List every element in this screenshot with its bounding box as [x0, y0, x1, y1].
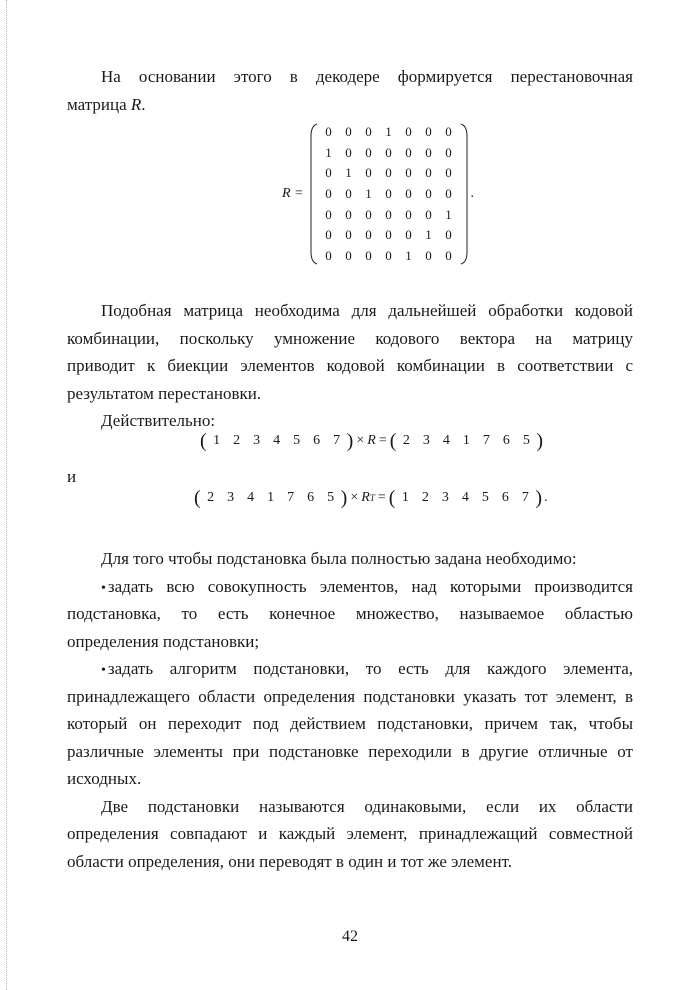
matrix-cell: 0 — [405, 165, 412, 181]
matrix-cell: 0 — [425, 144, 432, 160]
eq2-left-element: 7 — [287, 490, 295, 505]
bullet-2-line-1 — [67, 655, 633, 685]
matrix-cell: 1 — [365, 186, 372, 201]
equation-1-right-vector — [390, 431, 543, 451]
matrix-cell: 0 — [405, 206, 412, 222]
matrix-cell: 0 — [445, 165, 452, 181]
conditions-intro: Для того чтобы подстановка была полностью задана необходимо: — [101, 549, 577, 568]
matrix-cell: 0 — [425, 247, 432, 263]
bullet-2-line-2: принадлежащего области определения подстановки указать тот элемент, в — [67, 686, 633, 706]
page-edge-border — [6, 0, 7, 990]
bullet-2-line-4: различные элементы при подстановке переходили в другие отличные от — [67, 741, 633, 761]
eq2-right-element: 1 — [401, 490, 409, 505]
intro-line-2 — [67, 91, 633, 119]
equation-1 — [200, 431, 543, 451]
matrix-cell: 0 — [365, 206, 372, 222]
eq1-left-element: 2 — [233, 433, 241, 448]
matrix-cell: 1 — [445, 206, 452, 222]
matrix-cell: 0 — [385, 227, 392, 243]
matrix-cell: 0 — [365, 124, 372, 140]
matrix-cell: 0 — [385, 144, 392, 160]
eq1-left-open-paren: ( — [200, 430, 207, 452]
matrix-cell: 0 — [445, 186, 452, 201]
equation-2-right-vector — [389, 488, 542, 508]
matrix-cell: 0 — [405, 186, 412, 201]
matrix-lhs: R = — [282, 186, 304, 201]
matrix-cell: 0 — [345, 206, 352, 222]
eq2-left-element: 1 — [267, 490, 275, 505]
bullet-2-line-5: исходных. — [67, 769, 142, 788]
intro-matrix-symbol: R — [130, 94, 142, 114]
matrix-cell: 0 — [425, 206, 432, 222]
matrix-cell: 1 — [345, 165, 352, 181]
eq1-left-element: 5 — [293, 433, 301, 448]
matrix-cell: 0 — [385, 206, 392, 222]
matrix-trailing-dot: . — [470, 186, 474, 201]
matrix-cell: 0 — [345, 124, 352, 140]
matrix-cell: 0 — [425, 165, 432, 181]
eq2-left-element: 3 — [227, 490, 235, 505]
final-paragraph-line-1: Две подстановки называются одинаковыми, если их области — [101, 796, 633, 816]
equation-1-equals: = — [378, 433, 387, 448]
matrix-cell: 0 — [365, 247, 372, 263]
equation-2 — [194, 488, 548, 508]
eq2-right-close-paren: ) — [535, 487, 543, 509]
matrix-cell: 0 — [365, 165, 372, 181]
eq2-left-element: 4 — [247, 490, 255, 505]
paragraph2-line-4: результатом перестановки. — [67, 383, 262, 403]
eq1-right-element: 1 — [462, 433, 470, 448]
eq2-right-element: 5 — [481, 490, 489, 505]
intro-text: На основании этого в декодере формируется перестановочная — [101, 67, 633, 86]
eq1-left-element: 7 — [333, 433, 341, 448]
eq1-right-element: 5 — [522, 433, 530, 448]
equation-2-operator: × — [350, 490, 359, 505]
bullet-2-text-1: задать алгоритм подстановки, то есть для каждого элемента, — [107, 659, 633, 678]
permutation-matrix — [282, 122, 474, 266]
matrix-cell: 0 — [325, 124, 332, 140]
matrix-cell: 0 — [345, 186, 352, 201]
equation-2-matrix-symbol: R — [361, 490, 370, 505]
indeed-line: Действительно: — [101, 411, 216, 430]
equation-1-left-vector — [200, 431, 353, 451]
intro-line-1 — [67, 63, 633, 91]
final-paragraph-line-3: области определения, они переводят в один и тот же элемент. — [67, 851, 512, 871]
matrix-cell: 0 — [345, 144, 352, 160]
matrix-cell: 1 — [385, 124, 392, 140]
eq2-right-element: 4 — [461, 490, 469, 505]
matrix-cell: 1 — [425, 227, 432, 243]
matrix-cell: 0 — [405, 227, 412, 243]
right-paren-icon — [460, 122, 468, 266]
matrix-cell: 0 — [325, 186, 332, 201]
eq2-left-element: 5 — [327, 490, 335, 505]
bullet-2-line-3: который он переходит под действием подстановки, причем так, чтобы — [67, 714, 633, 733]
matrix-cell: 0 — [385, 165, 392, 181]
eq1-right-open-paren: ( — [389, 430, 397, 452]
matrix-cell: 0 — [425, 124, 432, 140]
page-number: 42 — [342, 928, 358, 945]
bullet-1-line-3: определения подстановки; — [67, 631, 260, 651]
eq2-right-open-paren: ( — [388, 487, 396, 509]
eq2-right-element: 6 — [501, 490, 509, 505]
eq1-left-element: 1 — [213, 433, 221, 448]
left-paren-icon — [310, 122, 318, 266]
eq1-left-element: 4 — [273, 433, 281, 448]
bullet-2-symbol: • — [101, 663, 106, 678]
eq1-right-element: 7 — [482, 433, 490, 448]
eq2-right-element: 2 — [421, 490, 429, 505]
matrix-cell: 0 — [385, 186, 392, 201]
eq2-left-element: 2 — [207, 490, 215, 505]
eq1-left-close-paren: ) — [346, 430, 354, 452]
paragraph2-line-2: комбинации, поскольку умножение кодового вектора на матрицу — [67, 328, 633, 348]
eq2-left-open-paren: ( — [194, 487, 201, 509]
paragraph2-line-1: Подобная матрица необходима для дальнейшей обработки кодовой — [101, 301, 633, 320]
eq1-right-element: 6 — [502, 433, 510, 448]
paragraph2-line-3: приводит к биекции элементов кодовой комбинации в соответствии с — [67, 356, 633, 375]
eq1-right-element: 3 — [422, 433, 430, 448]
bullet-1-text-1: задать всю совокупность элементов, над которыми производится — [107, 576, 633, 596]
equation-2-left-vector — [194, 488, 347, 508]
matrix-cell: 0 — [445, 124, 452, 140]
eq1-right-element: 4 — [442, 433, 450, 448]
matrix-cell: 0 — [325, 227, 332, 243]
eq1-right-element: 2 — [402, 433, 410, 448]
bullet-1-symbol: • — [101, 580, 106, 596]
matrix-cell: 0 — [445, 247, 452, 263]
matrix-cell: 0 — [385, 247, 392, 263]
matrix-cell: 0 — [365, 144, 372, 160]
eq2-left-element: 6 — [307, 490, 315, 505]
matrix-cell: 0 — [325, 165, 332, 181]
eq2-left-close-paren: ) — [340, 487, 348, 509]
matrix-cell: 0 — [325, 206, 332, 222]
equation-2-superscript: T — [369, 493, 375, 503]
matrix-cell: 1 — [325, 144, 332, 160]
matrix-cell: 0 — [325, 247, 332, 263]
intro-text-end: матрица — [67, 94, 131, 114]
equation-2-equals: = — [377, 490, 386, 505]
matrix-cell: 0 — [405, 144, 412, 160]
connector-and: и — [67, 467, 77, 486]
equation-2-trailing: . — [544, 490, 548, 505]
bullet-1-line-2: подстановка, то есть конечное множество, называемое областью — [67, 604, 633, 623]
bullet-1-line-1 — [67, 573, 633, 603]
matrix-cell: 1 — [405, 247, 412, 263]
equation-1-operator: × — [356, 433, 365, 448]
matrix-grid — [319, 122, 459, 266]
matrix-cell: 0 — [405, 124, 412, 140]
intro-end-dot: . — [141, 94, 146, 114]
matrix-cell: 0 — [445, 144, 452, 160]
final-paragraph-line-2: определения совпадают и каждый элемент, принадлежащий совместной — [67, 824, 633, 843]
matrix-cell: 0 — [345, 247, 352, 263]
matrix-cell: 0 — [445, 227, 452, 243]
eq2-right-element: 3 — [441, 490, 449, 505]
matrix-cell: 0 — [345, 227, 352, 243]
eq2-right-element: 7 — [521, 490, 529, 505]
equation-1-matrix-symbol: R — [367, 433, 376, 448]
eq1-left-element: 3 — [253, 433, 261, 448]
eq1-right-close-paren: ) — [536, 430, 544, 452]
matrix-cell: 0 — [425, 186, 432, 201]
eq1-left-element: 6 — [313, 433, 321, 448]
matrix-cell: 0 — [365, 227, 372, 243]
